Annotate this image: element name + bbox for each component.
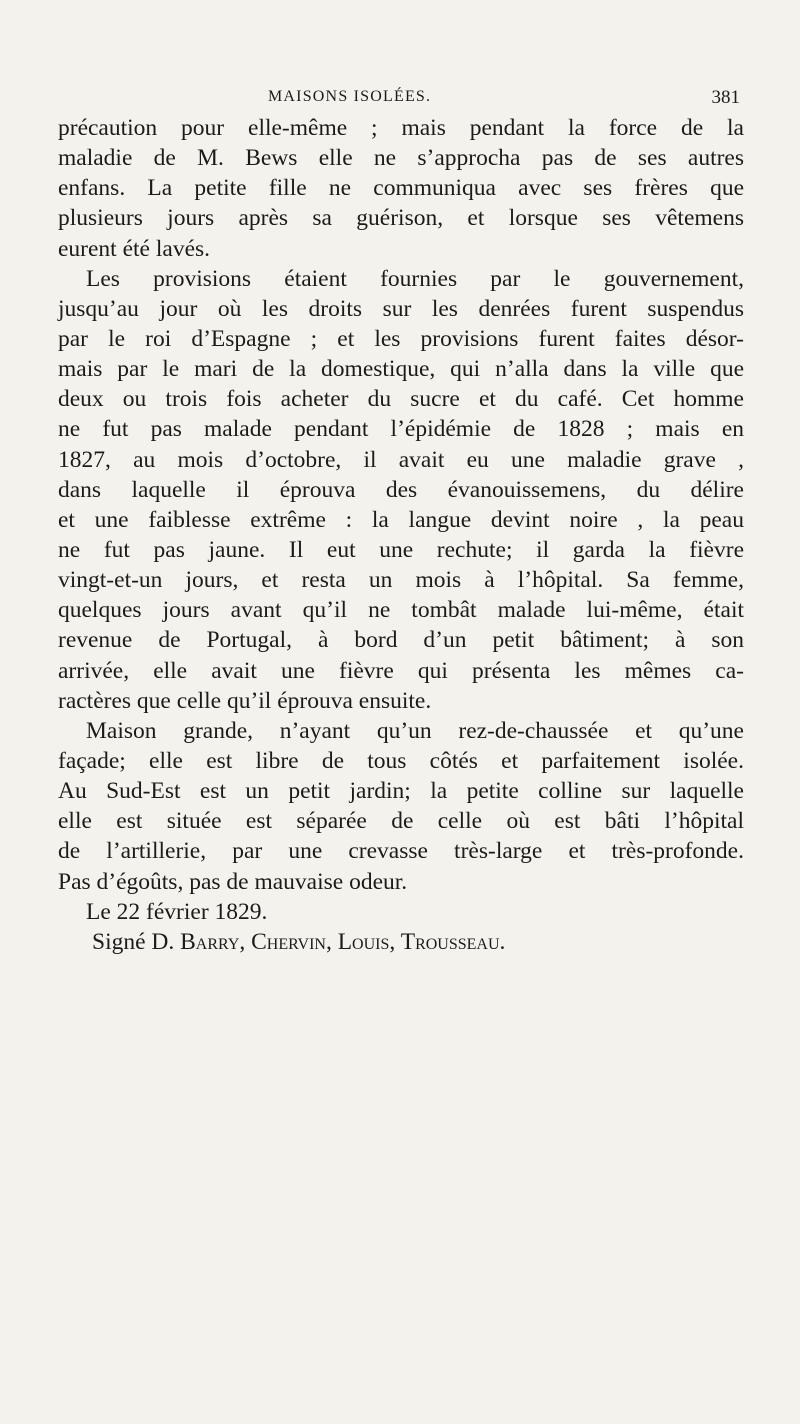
- text-line: enfans. La petite fille ne communiqua avec ses frères que: [58, 175, 744, 202]
- text-line: 1827, au mois d’octobre, il avait eu une maladie grave ,: [58, 446, 744, 473]
- text-line: ne fut pas malade pendant l’épidémie de 1828 ; mais en: [58, 416, 744, 443]
- text-line: façade; elle est libre de tous côtés et parfaitement isolée.: [58, 747, 744, 774]
- text-line: précaution pour elle-même ; mais pendant la force de la: [58, 115, 744, 141]
- text-line: ractères que celle qu’il éprouva ensuite.: [58, 687, 432, 714]
- running-head: [100, 88, 740, 110]
- signature-names: Barry, Chervin, Louis, Trousseau.: [180, 928, 506, 955]
- text-line: eurent été lavés.: [58, 235, 211, 262]
- text-line: et une faiblesse extrême : la langue devint noire , la peau: [58, 506, 744, 533]
- text-line: Au Sud-Est est un petit jardin; la petite colline sur laquelle: [58, 778, 744, 805]
- text-line: maladie de M. Bews elle ne s’approcha pas de ses autres: [58, 145, 744, 172]
- text-line: Les provisions étaient fournies par le gouvernement,: [86, 265, 744, 292]
- text-line: ne fut pas jaune. Il eut une rechute; il garda la fièvre: [58, 536, 744, 563]
- text-line: plusieurs jours après sa guérison, et lorsque ses vêtemens: [58, 205, 744, 232]
- text-line: arrivée, elle avait une fièvre qui présenta les mêmes ca-: [58, 657, 744, 684]
- text-line: par le roi d’Espagne ; et les provisions furent faites désor-: [58, 325, 744, 352]
- text-line: dans laquelle il éprouva des évanouissemens, du délire: [58, 476, 744, 503]
- text-line: mais par le mari de la domestique, qui n’alla dans la ville que: [58, 356, 744, 383]
- signature-line: [58, 927, 744, 957]
- text-line: quelques jours avant qu’il ne tombât malade lui-même, était: [58, 597, 744, 624]
- text-line: de l’artillerie, par une crevasse très-large et très-profonde.: [58, 838, 744, 865]
- text-line: elle est située est séparée de celle où est bâti l’hôpital: [58, 808, 744, 835]
- text-line: revenue de Portugal, à bord d’un petit bâtiment; à son: [58, 627, 744, 654]
- date-line: Le 22 février 1829.: [86, 898, 268, 925]
- text-line: deux ou trois fois acheter du sucre et du café. Cet homme: [58, 386, 744, 413]
- text-line: Pas d’égoûts, pas de mauvaise odeur.: [58, 868, 408, 895]
- chapter-title: MAISONS ISOLÉES.: [268, 88, 432, 105]
- signature-prefix: Signé D.: [92, 928, 181, 955]
- text-line: vingt-et-un jours, et resta un mois à l’hôpital. Sa femme,: [58, 567, 744, 594]
- body-text: [58, 113, 744, 957]
- page-number: 381: [711, 87, 740, 108]
- text-line: jusqu’au jour où les droits sur les denrées furent suspendus: [58, 295, 744, 322]
- text-line: Maison grande, n’ayant qu’un rez-de-chaussée et qu’une: [86, 717, 744, 744]
